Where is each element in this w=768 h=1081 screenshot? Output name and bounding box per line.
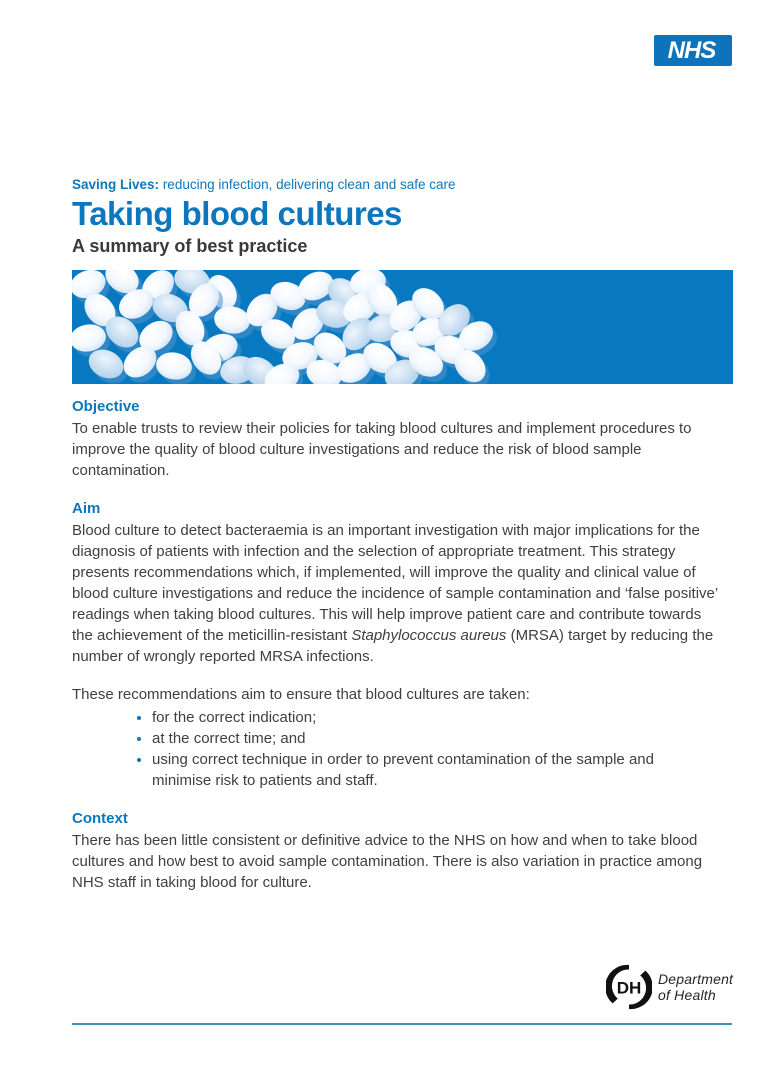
- section-aim: [72, 500, 720, 791]
- context-heading: Context: [72, 810, 128, 827]
- objective-heading: Objective: [72, 398, 140, 415]
- strapline-brand: Saving Lives:: [72, 177, 160, 192]
- section-objective: [72, 398, 720, 481]
- recommendations-intro: These recommendations aim to ensure that blood cultures are taken:: [72, 686, 530, 703]
- bacteria-illustration: [72, 270, 733, 384]
- dh-roundel-icon: [606, 964, 652, 1010]
- dh-wordmark: [658, 971, 733, 1003]
- page-subtitle: A summary of best practice: [72, 236, 308, 256]
- strapline: [72, 177, 732, 193]
- context-text: There has been little consistent or definitive advice to the NHS on how and when to take blood cultures and how best to avoid sample contamination. There is also variation in practice among NHS staff in taking blood for culture.: [72, 832, 703, 891]
- page-title: Taking blood cultures: [72, 195, 402, 232]
- dh-wordmark-line1: Department: [658, 971, 734, 987]
- objective-text: To enable trusts to review their policies for taking blood cultures and implement procedures to improve the quality of blood culture investigations and reduce the risk of blood sample contamination.: [72, 420, 692, 479]
- section-context: [72, 810, 720, 893]
- nhs-logo-text: NHS: [667, 36, 716, 64]
- list-item: • at the correct time; and: [152, 728, 692, 749]
- department-of-health-logo: [606, 964, 733, 1010]
- nhs-logo: [654, 35, 732, 66]
- list-item: • using correct technique in order to prevent contamination of the sample and minimise risk to patients and staff.: [152, 749, 692, 791]
- recommendations-list: [72, 707, 720, 791]
- document-body: [72, 398, 720, 893]
- aim-heading: Aim: [72, 500, 101, 517]
- svg-text:DH: DH: [616, 978, 642, 998]
- species-name-italic: Staphylococcus aureus: [351, 627, 507, 644]
- strapline-tagline: reducing infection, delivering clean and safe care: [162, 177, 456, 192]
- aim-text: Blood culture to detect bacteraemia is an important investigation with major implications for the diagnosis of patients with infection and the selection of appropriate treatment. This strategy presents recommendations which, if implemented, will improve the quality and clinical value of blood culture investigations and reduce the incidence of sample contamination and ‘false positive’ readings when taking blood cultures. This will help improve patient care and contribute towards the achievement of the meticillin-resistant Staphylococcus aureus (MRSA) target by reducing the number of wrongly reported MRSA infections.: [72, 522, 718, 665]
- dh-wordmark-line2: of Health: [658, 987, 716, 1003]
- document-header: [72, 177, 732, 257]
- staphylococcus-banner-image: [72, 270, 733, 384]
- list-item: • for the correct indication;: [152, 707, 692, 728]
- footer-divider-rule: [72, 1023, 732, 1025]
